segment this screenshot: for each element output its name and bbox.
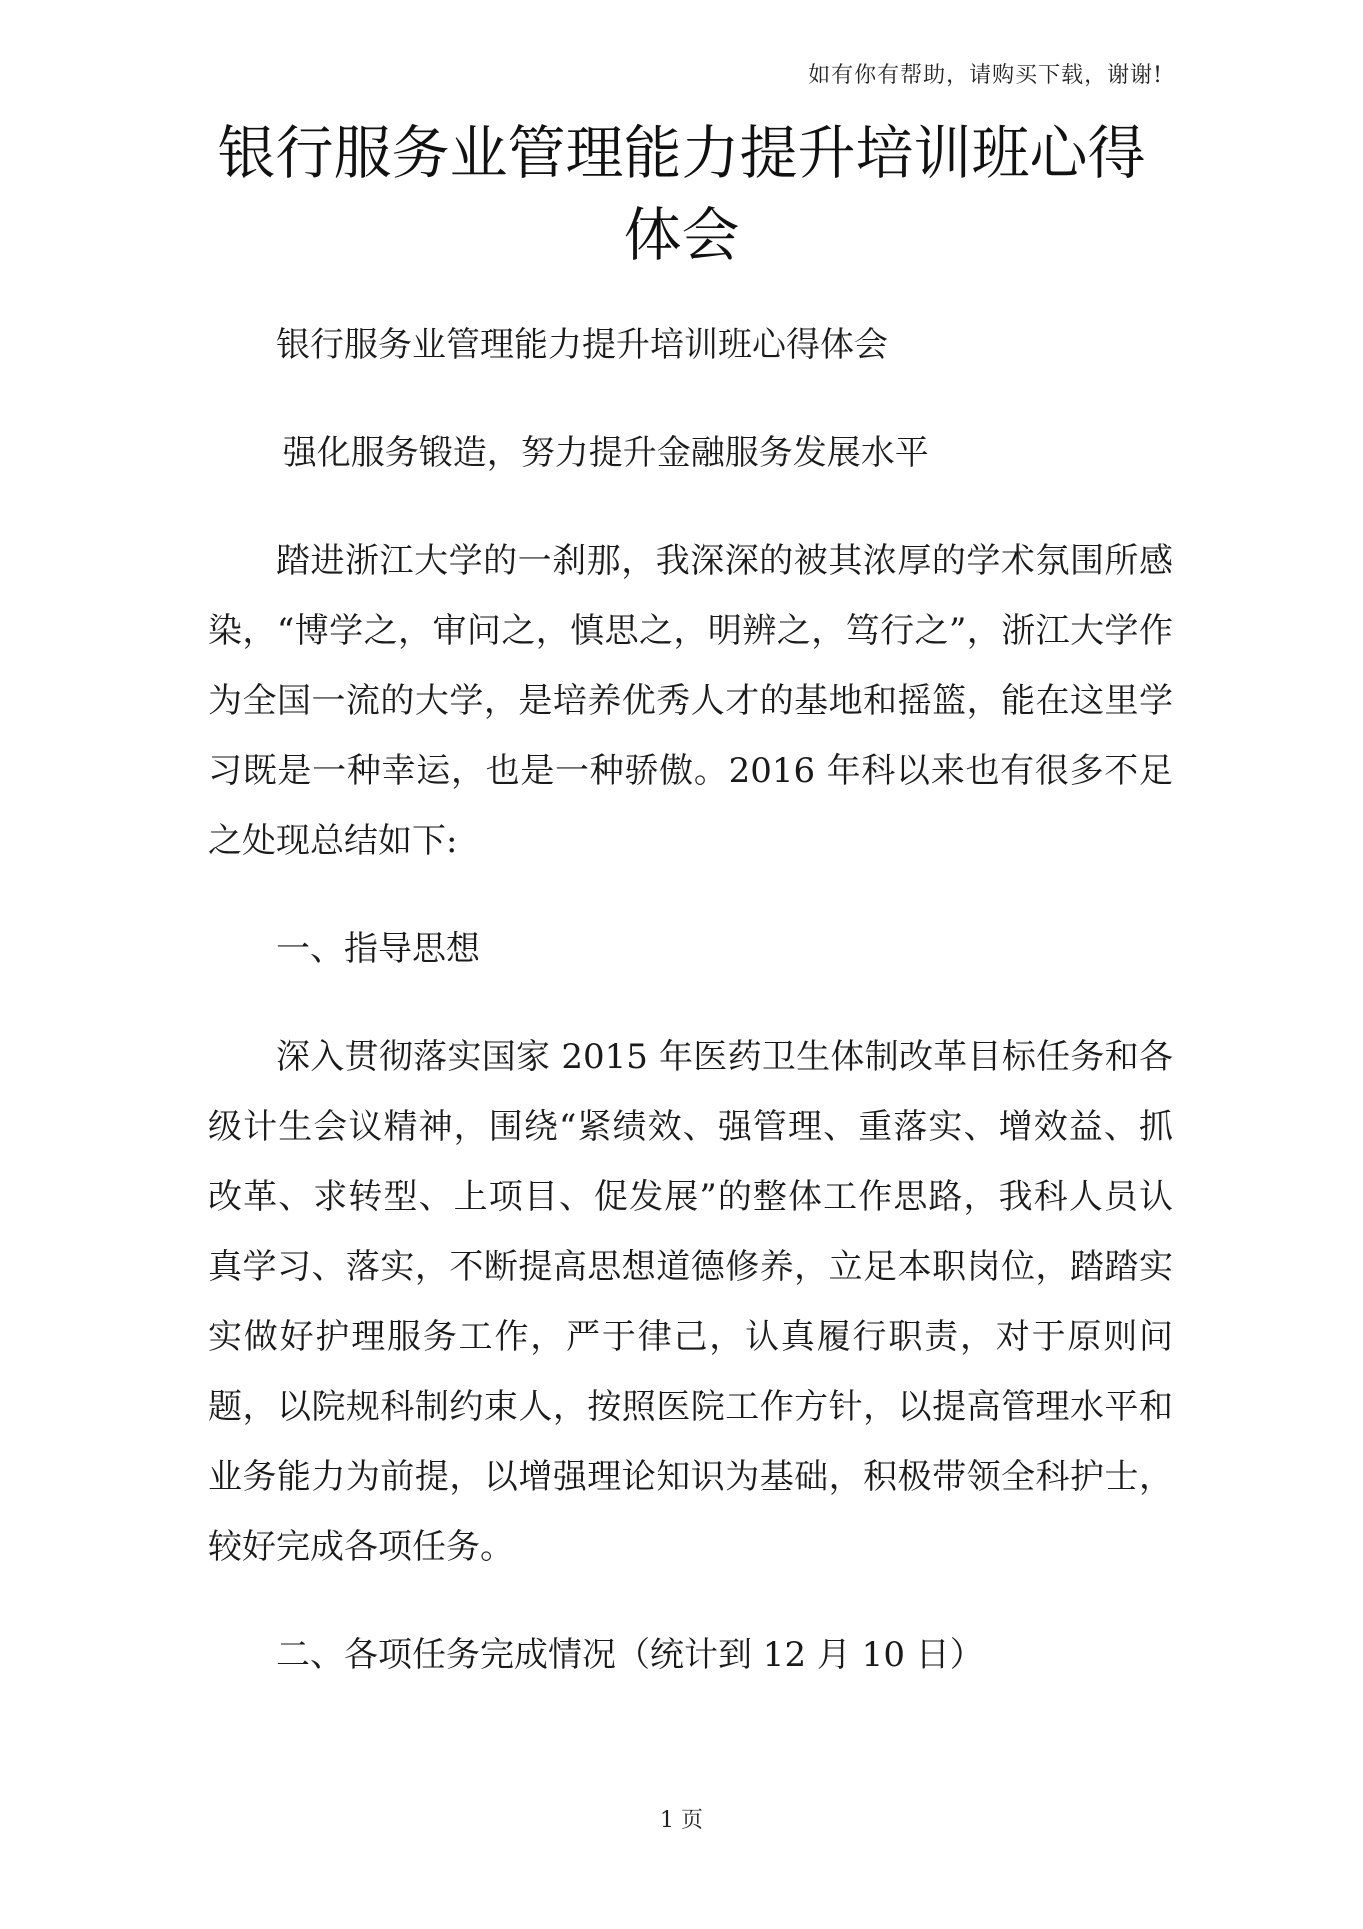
header-note: 如有你有帮助，请购买下载，谢谢! [808, 63, 1163, 88]
document-title: 银行服务业管理能力提升培训班心得体会 [217, 119, 1146, 269]
document-body [208, 310, 1173, 1690]
paragraph-heading-repeat: 银行服务业管理能力提升培训班心得体会 [276, 325, 888, 365]
paragraph-guiding-thought: 深入贯彻落实国家 2015 年医药卫生体制改革目标任务和各级计生会议精神，围绕“紧绩效、强管理、重落实、增效益、抓改革、求转型、上项目、促发展”的整体工作思路，我科人员认真学习、落实，不断提高思想道德修养，立足本职岗位，踏踏实实做好护理服务工作，严于律己，认真履行职责，对于原则问题，以院规科制约束人，按照医院工作方针，以提高管理水平和业务能力为前提，以增强理论知识为基础，积极带领全科护士，较好完成各项任务。 [208, 1037, 1173, 1567]
paragraph-subtitle: 强化服务锻造，努力提升金融服务发展水平 [282, 433, 929, 473]
section-heading-task-completion: 二、各项任务完成情况（统计到 12 月 10 日） [276, 1635, 984, 1675]
paragraph-intro: 踏进浙江大学的一刹那，我深深的被其浓厚的学术氛围所感染，“博学之，审问之，慎思之，明辨之，笃行之”，浙江大学作为全国一流的大学，是培养优秀人才的基地和摇篮，能在这里学习既是一种幸运，也是一种骄傲。2016 年科以来也有很多不足之处现总结如下: [208, 541, 1173, 861]
section-heading-guiding-thought: 一、指导思想 [276, 929, 480, 969]
page-number: 1 页 [660, 1808, 703, 1833]
